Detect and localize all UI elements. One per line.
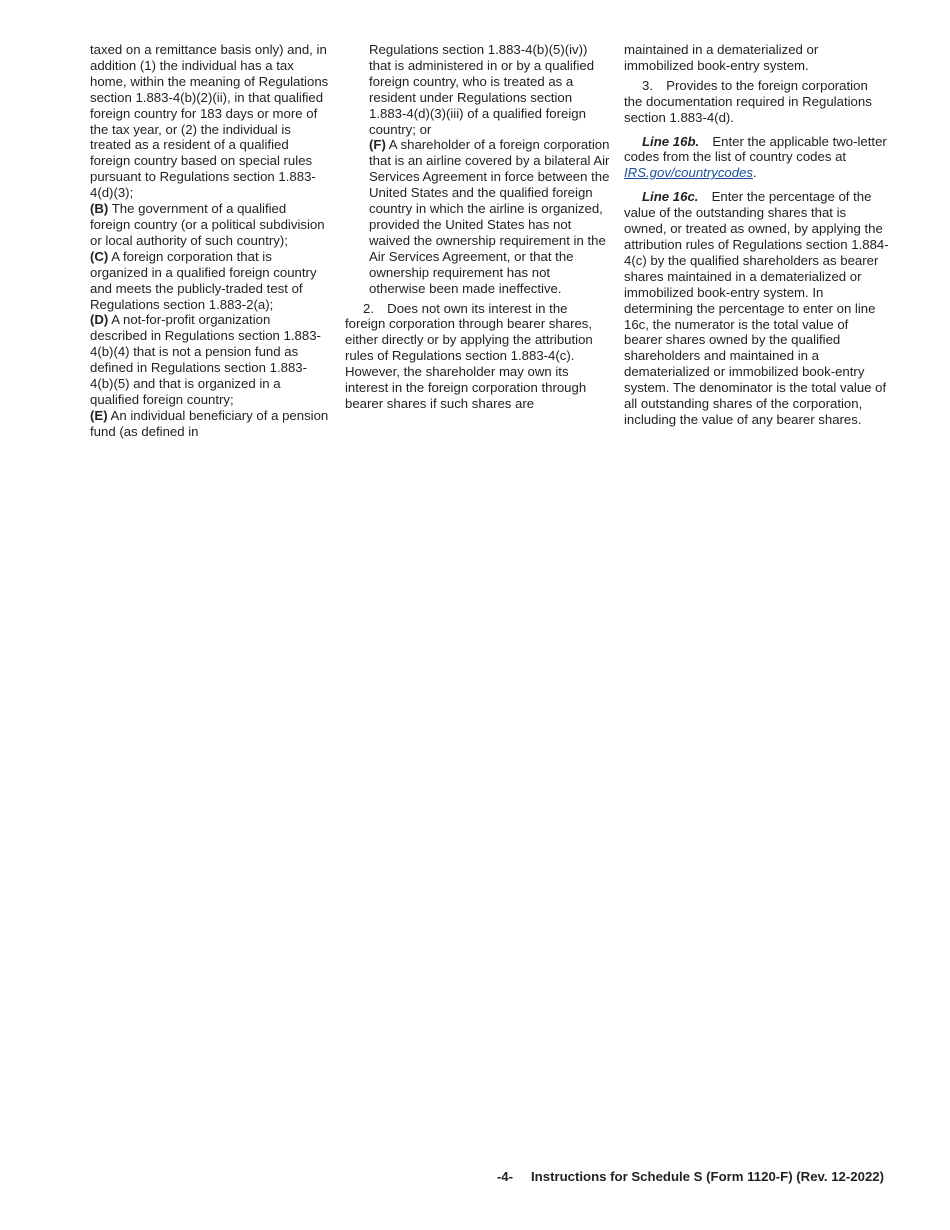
item-3: 3. Provides to the foreign corporation the documentation required in Regulations section 1.883-4(d).: [624, 77, 872, 125]
item-b-text: The government of a qualified foreign country (or a political subdivision or local authority of such country);: [90, 201, 325, 248]
item-e-label: (E): [90, 407, 108, 423]
line-16c-text: Enter the percentage of the value of the outstanding shares that is owned, or treated as owned, by applying the attribution rules of Regulations section 1.884-4(c) by the qualified shareholders as bearer shares maintained in a dematerialized or immobilized book-entry system. In determining the percentage to enter on line 16c, the numerator is the total value of bearer shares owned by the qualified shareholders and maintained in a dematerialized or immobilized book-entry system. The denominator is the total value of all outstanding shares of the corporation, including the value of any bearer shares.: [624, 189, 889, 427]
line-16c-heading: Line 16c.: [642, 189, 699, 205]
item-d-text: A not-for-profit organization described in Regulations section 1.883-4(b)(4) that is not a pension fund as defined in Regulations section 1.883-4(b)(5) and that is organized in a qualified foreign country;: [90, 312, 321, 407]
page-footer: [0, 1169, 884, 1185]
item-f: [345, 137, 610, 296]
line-16c: [624, 189, 889, 428]
line-16b: [624, 134, 889, 182]
item-e-text: An individual beneficiary of a pension fund (as defined in: [90, 407, 329, 439]
line-16b-period: .: [753, 165, 757, 181]
item-c-text: A foreign corporation that is organized in a qualified foreign country and meets the publicly-traded test of Regulations section 1.883-2(a);: [90, 248, 317, 312]
item-e-continued: Regulations section 1.883-4(b)(5)(iv)) that is administered in or by a qualified foreign country, who is treated as a resident under Regulations section 1.883-4(d)(3)(iii) of a qualified foreign country; or: [369, 42, 595, 137]
item-2-continued: maintained in a dematerialized or immobilized book-entry system.: [624, 42, 819, 73]
item-d-label: (D): [90, 312, 109, 328]
item-f-text: A shareholder of a foreign corporation that is an airline covered by a bilateral Air Services Agreement in force between the United States and the qualified foreign country in which the airline is organized, provided the United States has not waived the ownership requirement in the Air Services Agreement, or that the ownership requirement has not otherwise been made ineffective.: [369, 137, 610, 296]
item-d: [90, 312, 330, 407]
item-b-label: (B): [90, 201, 109, 217]
paragraph-remittance: taxed on a remittance basis only) and, in addition (1) the individual has a tax home, within the meaning of Regulations section 1.883-4(b)(2)(ii), in that qualified foreign country for 183 days or more of the tax year, or (2) the individual is treated as a resident of a qualified foreign country based on special rules pursuant to Regulations section 1.883-4(d)(3);: [90, 42, 329, 201]
text-column-2: [345, 42, 610, 412]
item-c-label: (C): [90, 248, 109, 264]
text-column-3: [624, 42, 889, 428]
item-c: [90, 249, 330, 313]
item-b: [90, 201, 330, 249]
page-number: -4-: [496, 1169, 514, 1184]
item-2: 2. Does not own its interest in the foreign corporation through bearer shares, either directly or by applying the attribution rules of Regulations section 1.883-4(c). However, the shareholder may own its interest in the foreign corporation through bearer shares if such shares are: [345, 300, 593, 411]
item-e: [90, 408, 330, 440]
item-f-label: (F): [369, 137, 386, 153]
line-16b-heading: Line 16b.: [642, 133, 700, 149]
country-codes-link[interactable]: IRS.gov/countrycodes: [624, 165, 754, 181]
document-title: Instructions for Schedule S (Form 1120-F) (Rev. 12-2022): [531, 1169, 884, 1184]
line-16b-text: Enter the applicable two-letter codes from the list of country codes at: [624, 133, 887, 165]
text-column-1: [90, 42, 330, 440]
